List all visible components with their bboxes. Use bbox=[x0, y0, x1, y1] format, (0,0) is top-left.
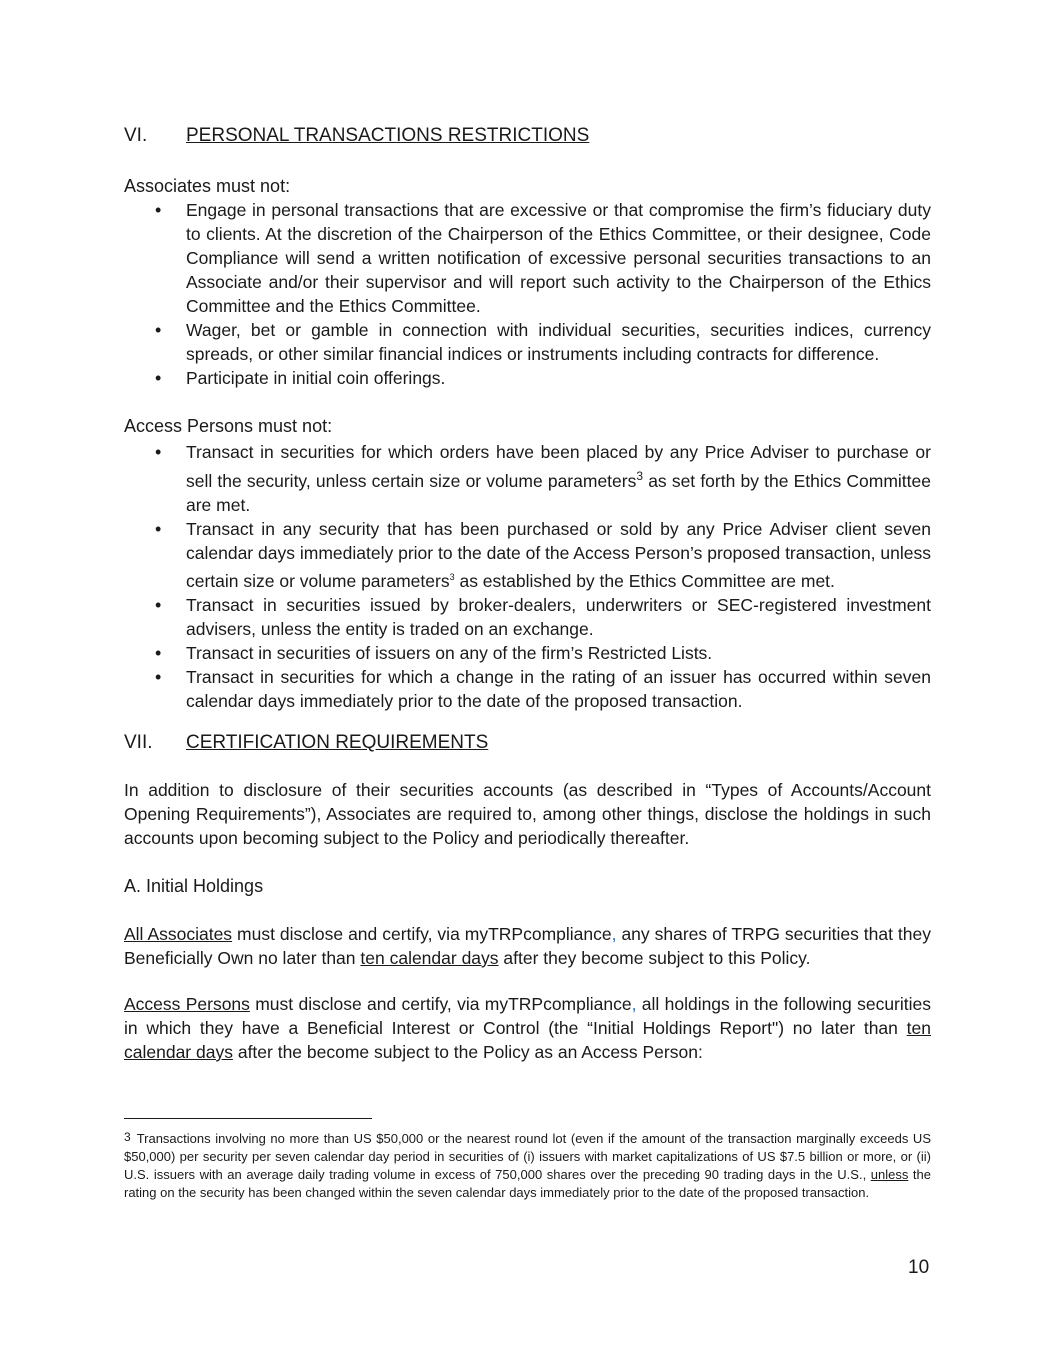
list-item bbox=[124, 665, 931, 713]
hyperlink-mark[interactable]: , bbox=[631, 994, 637, 1014]
defined-term-all-associates: All Associates bbox=[124, 924, 233, 944]
paragraph-text: after they become subject to this Policy. bbox=[498, 948, 811, 968]
item-text: Transact in securities of issuers on any of the firm’s Restricted Lists. bbox=[186, 642, 713, 663]
list-item bbox=[124, 517, 931, 593]
section-title: PERSONAL TRANSACTIONS RESTRICTIONS bbox=[186, 125, 590, 146]
section-number: VII. bbox=[124, 732, 153, 753]
footnote-text: the rating on the security has been changed within the seven calendar days immediately prior to the date of the proposed transaction. bbox=[124, 1167, 931, 1200]
item-text: Transact in securities issued by broker-dealers, underwriters or SEC-registered investment advisers, unless the entity is traded on an exchange. bbox=[186, 594, 931, 639]
list-item bbox=[124, 641, 931, 665]
deadline-term: ten calendar days bbox=[124, 1018, 931, 1062]
item-text: Transact in securities for which orders have been placed by any Price Adviser to purchase or sell the security, unless certain size or volume parameters bbox=[186, 442, 931, 491]
access-persons-restrictions-list bbox=[124, 440, 931, 713]
footnote-separator bbox=[124, 1118, 372, 1119]
hyperlink-mark[interactable]: , bbox=[611, 924, 617, 944]
footnote-emphasis: unless bbox=[870, 1167, 909, 1182]
list-item: • Participate in initial coin offerings. bbox=[124, 366, 931, 390]
footnote-ref[interactable]: 3 bbox=[449, 571, 455, 582]
associates-restrictions-list bbox=[124, 198, 931, 390]
footnote bbox=[124, 1130, 931, 1202]
item-text: as established by the Ethics Committee are met. bbox=[454, 570, 835, 591]
deadline-term: ten calendar days bbox=[360, 948, 499, 968]
access-persons-intro: Access Persons must not: bbox=[124, 416, 333, 436]
list-item bbox=[124, 593, 931, 641]
footnote-ref[interactable]: 3 bbox=[636, 469, 644, 483]
page-number: 10 bbox=[908, 1257, 930, 1278]
item-text: Transact in securities for which a change in the rating of an issuer has occurred within seven calendar days immediately prior to the date of the proposed transaction. bbox=[186, 666, 931, 711]
initial-holdings-subheading: A. Initial Holdings bbox=[124, 876, 264, 896]
section-vii-heading bbox=[124, 731, 488, 755]
list-item: • Wager, bet or gamble in connection with individual securities, securities indices, currency spreads, or other similar financial indices or instruments including contracts for difference. bbox=[124, 318, 931, 366]
list-item: • Engage in personal transactions that are excessive or that compromise the firm’s fiduciary duty to clients. At the discretion of the Chairperson of the Ethics Committee, or their designee, Code Compliance will send a written notification of excessive personal securities transactions to an Associate and/or their supervisor and will report such activity to the Chairperson of the Ethics Committee and the Ethics Committee. bbox=[124, 198, 931, 318]
footnote-text: Transactions involving no more than US $50,000 or the nearest round lot (even if the amount of the transaction marginally exceeds US $50,000) per security per seven calendar day period in securities of (i) issuers with market capitalizations of US $7.5 billion or more, or (ii) U.S. issuers with an average daily trading volume in excess of 750,000 shares over the preceding 90 trading days in the U.S., bbox=[124, 1131, 931, 1182]
paragraph-text: must disclose and certify, via myTRPcompliance bbox=[232, 924, 612, 944]
list-item bbox=[124, 440, 931, 517]
item-text: Transact in any security that has been purchased or sold by any Price Adviser client seven calendar days immediately prior to the date of the Access Person’s proposed transaction, unless certain size or volume parameters bbox=[186, 518, 931, 591]
access-persons-paragraph bbox=[124, 992, 931, 1064]
certification-intro-paragraph: In addition to disclosure of their securities accounts (as described in “Types of Accounts/Account Opening Requirements”), Associates are required to, among other things, disclose the holdings in such accounts upon becoming subject to the Policy and periodically thereafter. bbox=[124, 780, 931, 848]
section-number: VI. bbox=[124, 125, 148, 146]
item-text: as set forth by the Ethics Committee are met. bbox=[186, 470, 931, 515]
associates-intro: Associates must not: bbox=[124, 176, 291, 196]
footnote-marker: 3 bbox=[124, 1130, 131, 1144]
section-vi-heading bbox=[124, 124, 589, 148]
section-title: CERTIFICATION REQUIREMENTS bbox=[186, 732, 489, 753]
paragraph-text: after the become subject to the Policy as an Access Person: bbox=[232, 1042, 703, 1062]
all-associates-paragraph bbox=[124, 922, 931, 970]
paragraph-text: any shares of TRPG securities that they Beneficially Own no later than bbox=[124, 924, 931, 968]
defined-term-access-persons: Access Persons bbox=[124, 994, 250, 1014]
paragraph-text: all holdings in the following securities in which they have a Beneficial Interest or Control (the “Initial Holdings Report") no later than bbox=[124, 994, 931, 1038]
paragraph-text: must disclose and certify, via myTRPcompliance bbox=[249, 994, 632, 1014]
